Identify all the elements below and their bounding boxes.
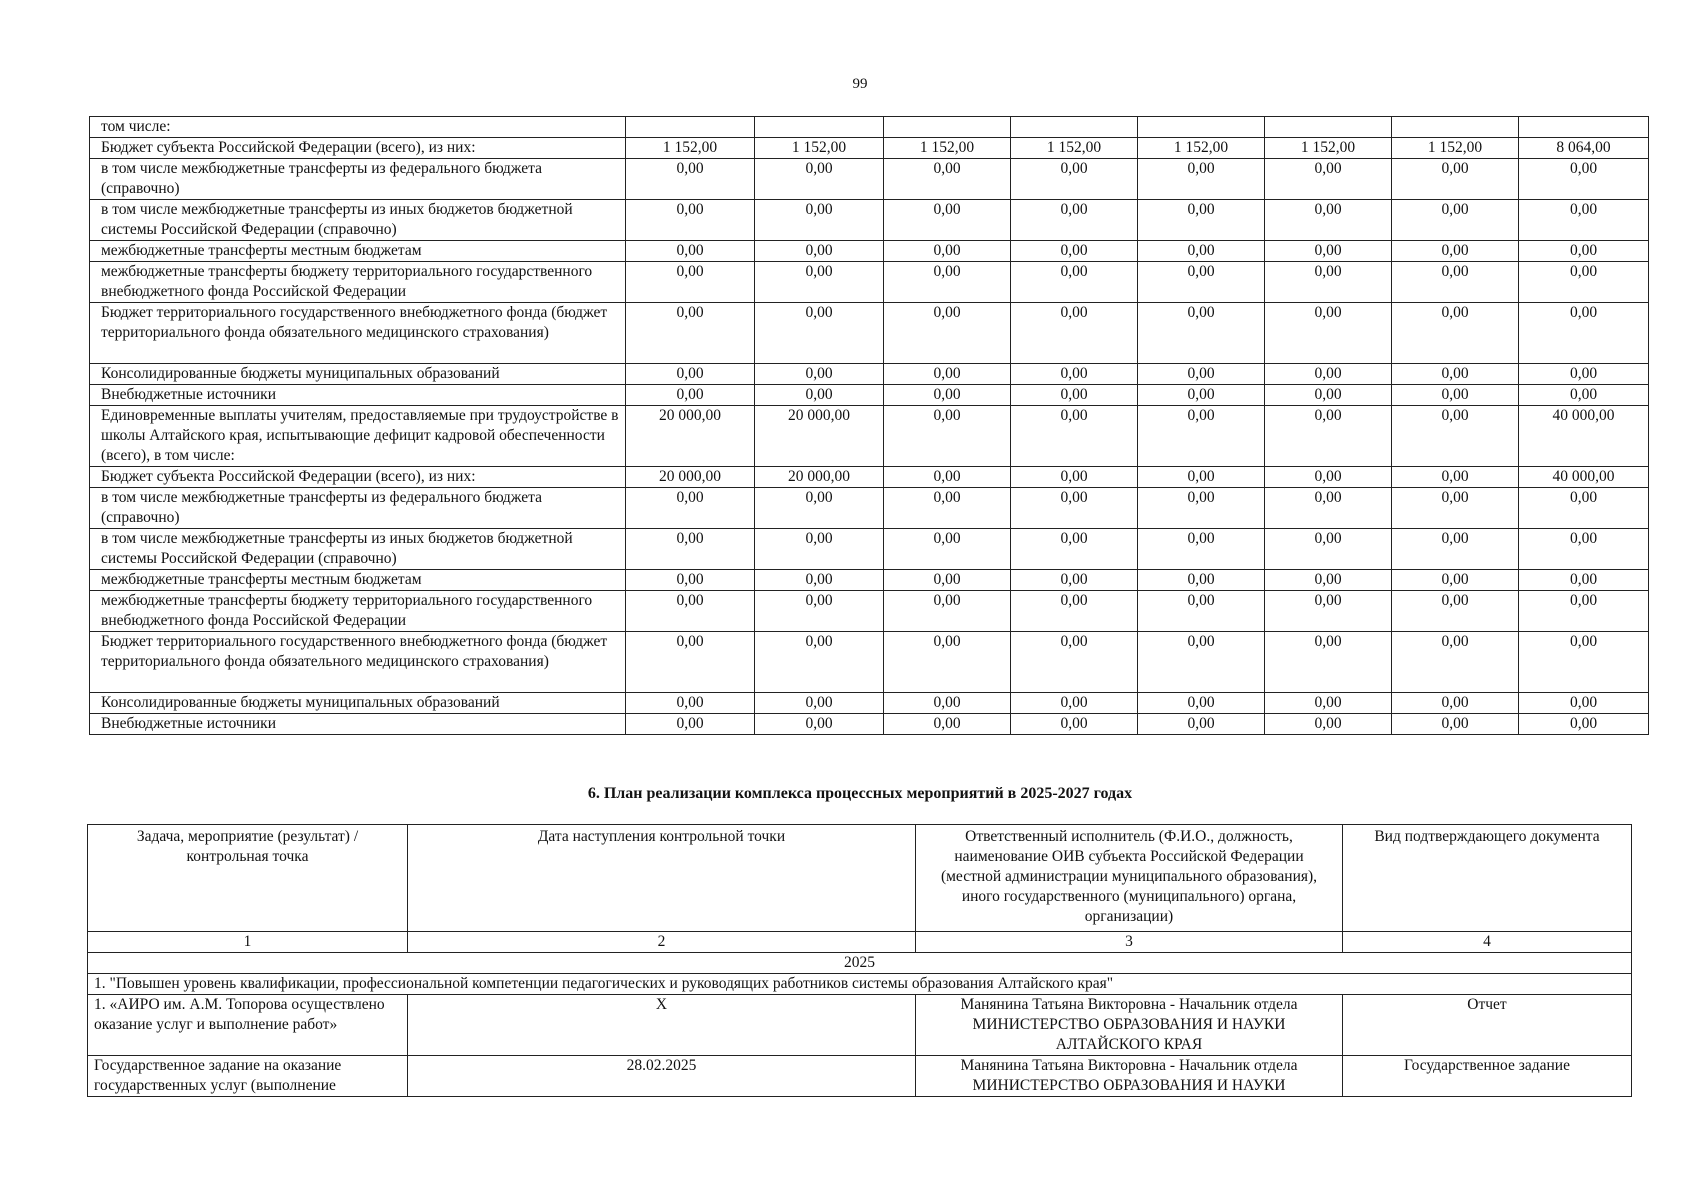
financing-value: 0,00: [1011, 714, 1138, 735]
financing-value: 0,00: [1138, 591, 1265, 632]
financing-value: 0,00: [1011, 693, 1138, 714]
financing-value: 0,00: [1138, 632, 1265, 693]
financing-value: 0,00: [1519, 262, 1649, 303]
financing-row-label: Консолидированные бюджеты муниципальных образований: [90, 364, 626, 385]
financing-value: 0,00: [884, 385, 1011, 406]
financing-value: 0,00: [755, 241, 884, 262]
financing-value: 0,00: [1265, 714, 1392, 735]
financing-value: 1 152,00: [1265, 138, 1392, 159]
plan-row-responsible: Манянина Татьяна Викторовна - Начальник отдела МИНИСТЕРСТВО ОБРАЗОВАНИЯ И НАУКИ: [916, 1056, 1343, 1097]
financing-row: [90, 241, 1649, 262]
header-document: Вид подтверждающего документа: [1343, 825, 1632, 932]
financing-value: 0,00: [755, 262, 884, 303]
financing-value: 0,00: [1392, 632, 1519, 693]
financing-row-label: межбюджетные трансферты местным бюджетам: [90, 241, 626, 262]
financing-value: 0,00: [1138, 693, 1265, 714]
financing-value: 20 000,00: [626, 406, 755, 467]
financing-value: 0,00: [1138, 385, 1265, 406]
financing-value: 1 152,00: [1011, 138, 1138, 159]
financing-value: 0,00: [1519, 303, 1649, 364]
financing-value: 0,00: [1265, 591, 1392, 632]
financing-value: 0,00: [1519, 241, 1649, 262]
task-cell: 1. "Повышен уровень квалификации, профессиональной компетенции педагогических и руководящих работников системы образования Алтайского края": [88, 974, 1632, 995]
financing-value: [1519, 117, 1649, 138]
financing-value: 0,00: [884, 200, 1011, 241]
financing-value: 0,00: [1138, 200, 1265, 241]
financing-value: 0,00: [755, 529, 884, 570]
financing-value: [884, 117, 1011, 138]
financing-value: 0,00: [626, 385, 755, 406]
financing-value: 0,00: [626, 632, 755, 693]
financing-row: [90, 303, 1649, 364]
financing-value: [1011, 117, 1138, 138]
financing-value: 0,00: [626, 488, 755, 529]
financing-row: [90, 714, 1649, 735]
financing-value: 0,00: [1265, 364, 1392, 385]
financing-value: 0,00: [1519, 591, 1649, 632]
financing-value: 1 152,00: [884, 138, 1011, 159]
financing-row: [90, 467, 1649, 488]
financing-value: 0,00: [1265, 385, 1392, 406]
financing-value: 0,00: [626, 529, 755, 570]
financing-value: 0,00: [1519, 385, 1649, 406]
financing-row: [90, 262, 1649, 303]
financing-value: 0,00: [1011, 632, 1138, 693]
financing-value: 0,00: [884, 632, 1011, 693]
financing-row: [90, 632, 1649, 693]
financing-value: 0,00: [1011, 467, 1138, 488]
column-number: 4: [1343, 932, 1632, 953]
financing-value: 0,00: [755, 570, 884, 591]
year-row: [88, 953, 1632, 974]
financing-value: 0,00: [1519, 200, 1649, 241]
financing-value: 0,00: [1138, 241, 1265, 262]
financing-value: 0,00: [1138, 529, 1265, 570]
plan-row-date: 28.02.2025: [408, 1056, 916, 1097]
financing-value: 0,00: [1392, 570, 1519, 591]
financing-row-label: Бюджет территориального государственного внебюджетного фонда (бюджет территориального фонда обязательного медицинского страхования): [90, 303, 626, 364]
financing-row: [90, 406, 1649, 467]
financing-value: 40 000,00: [1519, 406, 1649, 467]
financing-value: 0,00: [626, 693, 755, 714]
financing-value: 0,00: [626, 200, 755, 241]
financing-value: 0,00: [755, 364, 884, 385]
financing-value: [1392, 117, 1519, 138]
financing-value: 0,00: [1011, 303, 1138, 364]
financing-row-label: Внебюджетные источники: [90, 385, 626, 406]
financing-value: 0,00: [884, 406, 1011, 467]
plan-row-name: 1. «АИРО им. А.М. Топорова осуществлено оказание услуг и выполнение работ»: [88, 995, 408, 1056]
plan-row-name: Государственное задание на оказание государственных услуг (выполнение: [88, 1056, 408, 1097]
financing-value: 0,00: [1265, 200, 1392, 241]
financing-value: 8 064,00: [1519, 138, 1649, 159]
financing-value: 0,00: [755, 693, 884, 714]
financing-value: 0,00: [884, 488, 1011, 529]
financing-value: 0,00: [1011, 406, 1138, 467]
financing-value: 0,00: [884, 714, 1011, 735]
financing-value: 1 152,00: [1392, 138, 1519, 159]
financing-value: 0,00: [1392, 385, 1519, 406]
financing-value: 0,00: [1265, 262, 1392, 303]
financing-value: 0,00: [626, 303, 755, 364]
year-cell: 2025: [88, 953, 1632, 974]
financing-value: 0,00: [1138, 159, 1265, 200]
financing-value: 0,00: [1265, 632, 1392, 693]
financing-value: 0,00: [626, 570, 755, 591]
financing-value: 0,00: [884, 241, 1011, 262]
financing-value: 0,00: [1138, 714, 1265, 735]
task-row: [88, 974, 1632, 995]
financing-value: 0,00: [884, 303, 1011, 364]
financing-table-body: [90, 117, 1649, 735]
financing-row-label: в том числе межбюджетные трансферты из иных бюджетов бюджетной системы Российской Федерации (справочно): [90, 529, 626, 570]
plan-row: [88, 995, 1632, 1056]
financing-row-label: межбюджетные трансферты бюджету территориального государственного внебюджетного фонда Российской Федерации: [90, 591, 626, 632]
financing-value: 1 152,00: [755, 138, 884, 159]
financing-value: 0,00: [755, 159, 884, 200]
financing-value: 0,00: [1011, 159, 1138, 200]
financing-value: 0,00: [884, 529, 1011, 570]
financing-row-label: в том числе межбюджетные трансферты из федерального бюджета (справочно): [90, 159, 626, 200]
financing-row: [90, 117, 1649, 138]
column-number: 1: [88, 932, 408, 953]
financing-value: 0,00: [1265, 241, 1392, 262]
financing-value: 0,00: [1519, 529, 1649, 570]
financing-value: 0,00: [1011, 200, 1138, 241]
financing-value: 0,00: [1138, 570, 1265, 591]
financing-row-label: межбюджетные трансферты бюджету территориального государственного внебюджетного фонда Российской Федерации: [90, 262, 626, 303]
financing-row: [90, 364, 1649, 385]
plan-table: [87, 824, 1632, 1097]
financing-value: 0,00: [626, 241, 755, 262]
financing-row: [90, 385, 1649, 406]
financing-value: 0,00: [884, 570, 1011, 591]
header-date: Дата наступления контрольной точки: [408, 825, 916, 932]
financing-value: 0,00: [1519, 488, 1649, 529]
financing-row-label: Бюджет субъекта Российской Федерации (всего), из них:: [90, 467, 626, 488]
financing-value: 0,00: [1265, 488, 1392, 529]
column-number: 3: [916, 932, 1343, 953]
financing-row: [90, 591, 1649, 632]
financing-value: 20 000,00: [755, 406, 884, 467]
column-number: 2: [408, 932, 916, 953]
financing-value: [755, 117, 884, 138]
financing-row-label: Бюджет территориального государственного внебюджетного фонда (бюджет территориального фонда обязательного медицинского страхования): [90, 632, 626, 693]
financing-value: 0,00: [884, 262, 1011, 303]
financing-value: 0,00: [1392, 406, 1519, 467]
header-responsible: Ответственный исполнитель (Ф.И.О., должность, наименование ОИВ субъекта Российской Федерации (местной администрации муниципального образования), иного государственного (муниципального) органа, организации): [916, 825, 1343, 932]
financing-value: 0,00: [1392, 159, 1519, 200]
financing-value: 0,00: [626, 159, 755, 200]
financing-value: 0,00: [1392, 467, 1519, 488]
financing-value: 0,00: [1138, 303, 1265, 364]
financing-value: 0,00: [1519, 632, 1649, 693]
financing-value: 0,00: [1392, 488, 1519, 529]
financing-row: [90, 529, 1649, 570]
financing-value: 0,00: [626, 262, 755, 303]
financing-value: 0,00: [1011, 262, 1138, 303]
financing-row: [90, 200, 1649, 241]
financing-value: 0,00: [1519, 570, 1649, 591]
financing-value: 0,00: [1138, 262, 1265, 303]
financing-value: 0,00: [626, 364, 755, 385]
financing-row-label: Консолидированные бюджеты муниципальных образований: [90, 693, 626, 714]
financing-value: 0,00: [626, 591, 755, 632]
financing-row-label: Внебюджетные источники: [90, 714, 626, 735]
financing-value: 0,00: [1011, 591, 1138, 632]
financing-row-label: Единовременные выплаты учителям, предоставляемые при трудоустройстве в школы Алтайского края, испытывающие дефицит кадровой обеспеченности (всего), в том числе:: [90, 406, 626, 467]
financing-value: 0,00: [1392, 714, 1519, 735]
financing-value: 0,00: [1265, 159, 1392, 200]
financing-value: 0,00: [626, 714, 755, 735]
financing-value: 0,00: [1265, 693, 1392, 714]
financing-value: 0,00: [755, 385, 884, 406]
plan-row-document: Государственное задание: [1343, 1056, 1632, 1097]
financing-value: 0,00: [755, 591, 884, 632]
financing-row: [90, 570, 1649, 591]
financing-value: 0,00: [1392, 303, 1519, 364]
financing-value: 40 000,00: [1519, 467, 1649, 488]
financing-value: [626, 117, 755, 138]
financing-row-label: межбюджетные трансферты местным бюджетам: [90, 570, 626, 591]
financing-value: 0,00: [1138, 364, 1265, 385]
financing-value: 0,00: [884, 693, 1011, 714]
financing-row-label: Бюджет субъекта Российской Федерации (всего), из них:: [90, 138, 626, 159]
page-number: 99: [852, 76, 868, 92]
financing-value: 0,00: [1011, 488, 1138, 529]
financing-value: 0,00: [1392, 693, 1519, 714]
financing-value: 0,00: [1392, 364, 1519, 385]
financing-value: 0,00: [1011, 570, 1138, 591]
financing-value: 0,00: [1265, 570, 1392, 591]
financing-value: 0,00: [1519, 693, 1649, 714]
financing-value: 0,00: [884, 467, 1011, 488]
financing-value: 0,00: [1392, 262, 1519, 303]
financing-row: [90, 488, 1649, 529]
financing-value: 0,00: [1138, 467, 1265, 488]
financing-value: 0,00: [1265, 303, 1392, 364]
header-task: Задача, мероприятие (результат) / контрольная точка: [88, 825, 408, 932]
plan-row-date: X: [408, 995, 916, 1056]
financing-value: 0,00: [1265, 406, 1392, 467]
financing-row: [90, 159, 1649, 200]
plan-row-responsible: Манянина Татьяна Викторовна - Начальник отдела МИНИСТЕРСТВО ОБРАЗОВАНИЯ И НАУКИ АЛТАЙСКОГО КРАЯ: [916, 995, 1343, 1056]
financing-value: 0,00: [1138, 488, 1265, 529]
financing-value: 0,00: [1265, 467, 1392, 488]
financing-value: 0,00: [1011, 241, 1138, 262]
plan-header-row: [88, 825, 1632, 932]
financing-value: [1138, 117, 1265, 138]
financing-value: 0,00: [1265, 529, 1392, 570]
financing-table: [89, 116, 1649, 735]
plan-row-document: Отчет: [1343, 995, 1632, 1056]
financing-value: 0,00: [755, 632, 884, 693]
financing-value: 20 000,00: [626, 467, 755, 488]
financing-value: 0,00: [1392, 241, 1519, 262]
financing-value: 0,00: [1392, 200, 1519, 241]
financing-value: 1 152,00: [626, 138, 755, 159]
financing-value: 0,00: [755, 488, 884, 529]
financing-value: 0,00: [1392, 591, 1519, 632]
financing-value: 0,00: [884, 159, 1011, 200]
financing-value: 1 152,00: [1138, 138, 1265, 159]
financing-row-label: в том числе межбюджетные трансферты из федерального бюджета (справочно): [90, 488, 626, 529]
financing-row: [90, 138, 1649, 159]
financing-row-label: том числе:: [90, 117, 626, 138]
financing-value: 0,00: [755, 714, 884, 735]
financing-value: 0,00: [1519, 364, 1649, 385]
financing-value: 0,00: [1519, 159, 1649, 200]
financing-value: 0,00: [884, 364, 1011, 385]
financing-value: 20 000,00: [755, 467, 884, 488]
financing-value: 0,00: [1011, 385, 1138, 406]
financing-value: 0,00: [755, 303, 884, 364]
financing-row-label: в том числе межбюджетные трансферты из иных бюджетов бюджетной системы Российской Федерации (справочно): [90, 200, 626, 241]
financing-value: 0,00: [1011, 364, 1138, 385]
financing-value: 0,00: [1392, 529, 1519, 570]
section-title: 6. План реализации комплекса процессных мероприятий в 2025-2027 годах: [587, 785, 1133, 802]
financing-row: [90, 693, 1649, 714]
financing-value: 0,00: [1519, 714, 1649, 735]
financing-value: [1265, 117, 1392, 138]
financing-value: 0,00: [1011, 529, 1138, 570]
financing-value: 0,00: [1138, 406, 1265, 467]
financing-value: 0,00: [755, 200, 884, 241]
plan-row: [88, 1056, 1632, 1097]
column-numbers-row: [88, 932, 1632, 953]
financing-value: 0,00: [884, 591, 1011, 632]
